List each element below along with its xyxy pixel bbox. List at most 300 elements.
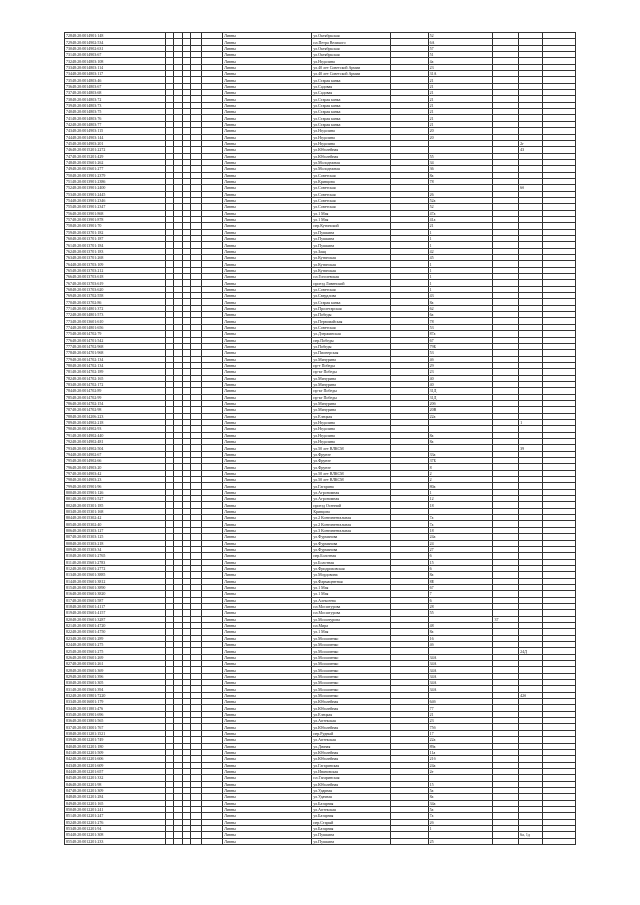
cell-row-number: 750 xyxy=(66,172,72,178)
cell-cadastral-number: 48:20:0014702:99 xyxy=(72,394,102,400)
cell-city: Ливны xyxy=(223,781,312,787)
cell-house-number: 67 xyxy=(428,337,493,343)
cell-cadastral-number: 48:20:0013901:868 xyxy=(72,210,104,216)
cell-cadastral-number: 48:20:0015601:3885 xyxy=(72,572,106,578)
cell-row-number: 802 xyxy=(66,502,72,508)
cell-street: ул.Пушкина xyxy=(312,236,390,242)
cell-city: Ливны xyxy=(223,331,312,337)
cell-row-number: 732 xyxy=(66,58,72,64)
cell-street: ул.1 Мая xyxy=(312,210,390,216)
cell-cadastral-number: 48:20:0014702:172 xyxy=(72,382,104,388)
cell-house-number: 4б xyxy=(428,356,493,362)
cell-cadastral-number: 48:20:0013601:610 xyxy=(72,318,104,324)
cell-city: Ливны xyxy=(223,197,312,203)
cell-house-number: 64б xyxy=(428,699,493,705)
cell-house-number: 55 xyxy=(428,153,493,159)
cell-cadastral-number: 48:20:0014801:656 xyxy=(72,324,104,330)
cell-apartment: 24Д xyxy=(519,648,543,654)
cell-row-number: 803 xyxy=(66,508,72,514)
cell-row-number: 768 xyxy=(66,286,72,292)
cell-city: Ливны xyxy=(223,584,312,590)
cell-row-number: 853 xyxy=(66,826,72,832)
cell-street: ул.Октябрьская xyxy=(312,33,390,39)
cell-street: ул.Садовая xyxy=(312,83,390,89)
cell-street: ул.Мосшпенко xyxy=(312,642,390,648)
property-register-table xyxy=(64,32,576,845)
cell-cadastral-number: 48:20:0013702:86 xyxy=(72,299,102,305)
cell-row-number: 784 xyxy=(66,388,72,394)
cell-street: ул.Недолина xyxy=(312,419,390,425)
cell-cadastral-number: 48:20:0015601:369 xyxy=(72,667,104,673)
cell-street: ул.40 лет Советской Армии xyxy=(312,64,390,70)
cell-row-number: 851 xyxy=(66,813,72,819)
cell-cadastral-number: 48:20:0015601:269 xyxy=(72,654,104,660)
cell-city: Ливны xyxy=(223,96,312,102)
cell-city: Ливны xyxy=(223,77,312,83)
cell-cadastral-number: 48:20:0015601:396 xyxy=(72,673,104,679)
cell-street: ул.Советская xyxy=(312,204,390,210)
cell-street: пр-кт Победы xyxy=(312,369,390,375)
cell-row-number: 745 xyxy=(66,141,72,147)
cell-street: ул.Мосшпенко xyxy=(312,654,390,660)
cell-row-number: 848 xyxy=(66,794,72,800)
cell-house-number: 78 xyxy=(428,318,493,324)
cell-city: Ливны xyxy=(223,483,312,489)
cell-house-number: 52а xyxy=(428,197,493,203)
cell-street: ул.Старая канка xyxy=(312,102,390,108)
cell-city: Ливны xyxy=(223,730,312,736)
cell-house-number: 31Д xyxy=(428,388,493,394)
cell-row-number: 776 xyxy=(66,337,72,343)
cell-street: ул.Юбилейная xyxy=(312,781,390,787)
cell-street: ул.Пролетарская xyxy=(312,305,390,311)
cell-row-number: 828 xyxy=(66,667,72,673)
cell-house-number: 57 xyxy=(428,45,493,51)
cell-city: Ливны xyxy=(223,603,312,609)
cell-city: Ливны xyxy=(223,172,312,178)
cell-row-number: 801 xyxy=(66,496,72,502)
cell-row-number: 757 xyxy=(66,217,72,223)
cell-building xyxy=(493,838,519,844)
cell-street: ул.Мосшпенко xyxy=(312,648,390,654)
cell-house-number: 89а xyxy=(428,743,493,749)
cell-house-number: 1 xyxy=(428,286,493,292)
cell-cadastral-number: 48:20:0014803:75 xyxy=(72,109,102,115)
cell-row-number: 782 xyxy=(66,375,72,381)
cell-row-number: 736 xyxy=(66,83,72,89)
cell-cadastral-number: 48:20:0012201:749 xyxy=(72,737,104,743)
cell-city: Ливны xyxy=(223,191,312,197)
cell-row-number: 747 xyxy=(66,153,72,159)
cell-cadastral-number: 48:20:0015601:2765 xyxy=(72,553,106,559)
cell-city: Ливны xyxy=(223,477,312,483)
cell-cadastral-number: 48:20:0014803:46 xyxy=(72,77,102,83)
cell-row-number: 783 xyxy=(66,382,72,388)
cell-cadastral-number: 48:20:0014902:66 xyxy=(72,458,102,464)
cell-cadastral-number: 48:20:0015801:7220 xyxy=(72,692,106,698)
cell-row-number: 834 xyxy=(66,705,72,711)
cell-city: Ливны xyxy=(223,705,312,711)
cell-house-number: 80а xyxy=(428,483,493,489)
cell-house-number: 34А xyxy=(428,680,493,686)
cell-street: ул.1 Мая xyxy=(312,591,390,597)
cell-street: ул.Старая канка xyxy=(312,115,390,121)
cell-city: Ливны xyxy=(223,64,312,70)
cell-house-number: 28 xyxy=(428,603,493,609)
cell-cadastral-number: 48:20:0014903:144 xyxy=(72,134,104,140)
cell-house-number: 7а xyxy=(428,521,493,527)
cell-apartment: 6а, 1д xyxy=(519,832,543,838)
cell-street: ул.Болотная xyxy=(312,559,390,565)
cell-cadastral-number: 48:20:0014803:117 xyxy=(72,71,104,77)
cell-row-number: 770 xyxy=(66,299,72,305)
cell-city: Ливны xyxy=(223,128,312,134)
cell-row-number: 797 xyxy=(66,470,72,476)
cell-cadastral-number: 48:20:0013703:212 xyxy=(72,267,104,273)
cell-street: ул.Алексеева xyxy=(312,597,390,603)
cell-city: Ливны xyxy=(223,153,312,159)
cell-house-number: 31А xyxy=(428,71,493,77)
cell-city: Ливны xyxy=(223,204,312,210)
cell-cadastral-number: 48:20:0015201:2272 xyxy=(72,147,106,153)
cell-row-number: 795 xyxy=(66,458,72,464)
cell-cadastral-number: 48:20:0013901:2379 xyxy=(72,172,106,178)
cell-row-number: 829 xyxy=(66,673,72,679)
cell-cadastral-number: 48:20:0013901:2445 xyxy=(72,191,106,197)
cell-house-number: 27 xyxy=(428,546,493,552)
cell-cadastral-number: 48:20:0014903:20 xyxy=(72,464,102,470)
cell-row-number: 850 xyxy=(66,807,72,813)
cell-city: Ливны xyxy=(223,210,312,216)
cell-city: Ливны xyxy=(223,369,312,375)
cell-street: ул.Юбилейная xyxy=(312,699,390,705)
cell-row-number: 771 xyxy=(66,305,72,311)
cell-cadastral-number: 48:20:0013901:2347 xyxy=(72,204,106,210)
cell-street: ул.Мосшпенко xyxy=(312,686,390,692)
cell-street: ул.Фурманова xyxy=(312,534,390,540)
cell-row-number: 838 xyxy=(66,730,72,736)
cell-house-number: 15 xyxy=(428,781,493,787)
cell-row-number: 805 xyxy=(66,521,72,527)
cell-city: Ливны xyxy=(223,166,312,172)
cell-cadastral-number: 48:20:0014902:93 xyxy=(72,426,102,432)
cell-row-number: 730 xyxy=(66,45,72,51)
cell-house-number: 7а xyxy=(428,813,493,819)
cell-street: пер.Кутинский xyxy=(312,223,390,229)
cell-house-number: 33а xyxy=(428,451,493,457)
cell-cadastral-number: 48:20:0015601:2783 xyxy=(71,559,106,565)
cell-street: ул.3 Континентальная xyxy=(312,527,390,533)
cell-cadastral-number: 48:20:0012201:233 xyxy=(72,838,104,844)
cell-row-number: 748 xyxy=(66,160,72,166)
cell-street: ул.Старая канка xyxy=(312,299,390,305)
cell-city: Ливны xyxy=(223,426,312,432)
cell-house-number: 1 xyxy=(428,825,493,831)
cell-street: ул.Пушкина xyxy=(312,838,390,844)
cell-row-number: 791 xyxy=(66,432,72,438)
cell-city: Ливны xyxy=(223,261,312,267)
cell-city: Ливны xyxy=(223,407,312,413)
cell-house-number: 21 xyxy=(428,115,493,121)
cell-cadastral-number: 48:20:0015601:394 xyxy=(72,686,104,692)
cell-row-number: 752 xyxy=(66,185,72,191)
cell-house-number: 6 xyxy=(428,553,493,559)
cell-city: Ливны xyxy=(223,489,312,495)
cell-city: Ливны xyxy=(223,635,312,641)
cell-city: Ливны xyxy=(223,838,312,844)
cell-street: ул.Советская xyxy=(312,172,390,178)
cell-cadastral-number: 48:20:0014702:134 xyxy=(72,356,104,362)
cell-house-number: 52 xyxy=(428,33,493,39)
cell-city: Ливны xyxy=(223,597,312,603)
cell-city: Ливны xyxy=(223,90,312,96)
cell-house-number: 78 xyxy=(428,178,493,184)
cell-cadastral-number: 48:20:0014803:68 xyxy=(72,90,102,96)
cell-row-number: 843 xyxy=(66,762,72,768)
cell-house-number: 7 xyxy=(428,591,493,597)
cell-city: Ливны xyxy=(223,515,312,521)
cell-empty xyxy=(182,838,190,844)
cell-cadastral-number: 48:20:0013901:70 xyxy=(72,223,102,229)
cell-cadastral-number: 48:20:0013901:2386 xyxy=(72,179,106,185)
cell-house-number: 20б xyxy=(428,400,493,406)
cell-house-number: 1 xyxy=(428,261,493,267)
cell-cadastral-number: 48:20:0013701:182 xyxy=(72,229,104,235)
cell-row-number: 846 xyxy=(66,781,72,787)
cell-city: Ливны xyxy=(223,350,312,356)
cell-city: Ливны xyxy=(223,255,312,261)
cell-cadastral-number: 48:20:0014803:77 xyxy=(72,121,102,127)
cell-street: ул.Садовая xyxy=(312,90,390,96)
cell-house-number: 4б xyxy=(428,642,493,648)
cell-city: Ливны xyxy=(223,356,312,362)
cell-street: ул.Недолина xyxy=(312,426,390,432)
cell-row-number: 753 xyxy=(66,191,72,197)
cell-empty xyxy=(543,838,576,844)
cell-row-number: 821 xyxy=(66,623,72,629)
cell-cadastral-number: 48:20:0014903:201 xyxy=(72,141,104,147)
cell-street: ул.Недолина xyxy=(312,134,390,140)
cell-cadastral-number: 48:20:0014903:42 xyxy=(72,470,102,476)
cell-city: Ливны xyxy=(223,540,312,546)
cell-row-number: 756 xyxy=(66,210,72,216)
cell-row-number: 855 xyxy=(66,838,72,844)
cell-city: Ливны xyxy=(223,293,312,299)
cell-city: Ливны xyxy=(223,622,312,628)
cell-city: Ливны xyxy=(223,102,312,108)
cell-city: Ливны xyxy=(223,299,312,305)
cell-house-number: 23 xyxy=(428,64,493,70)
cell-row-number: 760 xyxy=(66,236,72,242)
cell-city: Ливны xyxy=(223,445,312,451)
cell-apartment: 6б xyxy=(519,185,543,191)
cell-cadastral-number: 48:20:0015601:587 xyxy=(72,597,104,603)
cell-row-number: 746 xyxy=(66,147,72,153)
cell-cadastral-number: 48:20:0012201:284 xyxy=(72,794,104,800)
cell-street: ул.Елецкая xyxy=(312,711,390,717)
cell-row-number: 787 xyxy=(66,407,72,413)
cell-city: Ливны xyxy=(223,439,312,445)
cell-street: ул.Мосшпенко xyxy=(312,692,390,698)
cell-cadastral-number: 48:20:0015901:126 xyxy=(72,489,104,495)
cell-street: ул.Мосшпенко xyxy=(312,667,390,673)
cell-house-number: 48 xyxy=(428,622,493,628)
cell-cadastral-number: 48:20:0014903:23 xyxy=(72,477,102,483)
cell-cadastral-number: 48:20:0014701:968 xyxy=(72,350,104,356)
cell-cadastral-number: 48:20:0015601:3812 xyxy=(72,578,106,584)
cell-city: Ливны xyxy=(223,806,312,812)
cell-street: ул.Мосшпенко xyxy=(312,673,390,679)
cell-street: ул.Свердлова xyxy=(312,293,390,299)
cell-row-number: 813 xyxy=(66,572,72,578)
cell-street: ул.Победы xyxy=(312,343,390,349)
cell-city: Ливны xyxy=(223,375,312,381)
cell-house-number: 23 xyxy=(428,718,493,724)
cell-cadastral-number: 48:20:0012201:94 xyxy=(72,826,102,832)
cell-street: ул.Юбилейная xyxy=(312,147,390,153)
cell-cadastral-number: 48:20:0013703:620 xyxy=(72,286,104,292)
cell-cadastral-number: 48:20:0014702:189 xyxy=(72,369,104,375)
cell-row-number: 786 xyxy=(66,401,72,407)
cell-city: Ливны xyxy=(223,451,312,457)
cell-cadastral-number: 48:20:0014803:108 xyxy=(72,58,104,64)
cell-street: ул.Агрономная xyxy=(312,489,390,495)
cell-row-number: 758 xyxy=(66,223,72,229)
cell-house-number: 25 xyxy=(428,838,493,844)
cell-row-number: 796 xyxy=(66,464,72,470)
cell-city: Ливны xyxy=(223,832,312,838)
cell-city: Ливны xyxy=(223,400,312,406)
cell-city: Ливны xyxy=(223,242,312,248)
cell-row-number: 790 xyxy=(66,426,72,432)
cell-cadastral-number: 48:20:0015303:34 xyxy=(72,547,102,553)
cell-city: Ливны xyxy=(223,58,312,64)
cell-cadastral-number: 48:20:0011801:476 xyxy=(72,705,104,711)
cell-house-number: 31Д xyxy=(428,394,493,400)
cell-house-number: 1 xyxy=(428,229,493,235)
cell-house-number: 24а xyxy=(428,762,493,768)
cell-house-number: 34А xyxy=(428,673,493,679)
cell-row-number: 761 xyxy=(66,242,72,248)
cell-cadastral-number: 48:20:0015601:275 xyxy=(72,648,104,654)
cell-street: ул.Кутинская xyxy=(312,267,390,273)
cell-cadastral-number: 48:20:0015303:125 xyxy=(72,534,104,540)
cell-cadastral-number: 48:20:0013701:187 xyxy=(72,236,104,242)
cell-empty xyxy=(166,838,174,844)
cell-city: Ливны xyxy=(223,432,312,438)
cell-street: ул.Недолина xyxy=(312,128,390,134)
cell-street: ул.Первомайская xyxy=(312,318,390,324)
cell-city: Ливны xyxy=(223,749,312,755)
cell-street: ул.Ударная xyxy=(312,787,390,793)
cell-house-number: 4а xyxy=(428,58,493,64)
cell-city: Ливны xyxy=(223,274,312,280)
cell-house-number: 22а xyxy=(428,737,493,743)
cell-street: ул.Мосшпенко xyxy=(312,661,390,667)
cell-row-number: 840 xyxy=(66,743,72,749)
cell-house-number: 21 xyxy=(428,109,493,115)
cell-street: ул.Юбилейная xyxy=(312,749,390,755)
cell-cadastral-number: 48:20:0015303:218 xyxy=(72,540,104,546)
cell-street: ул.Кутинская xyxy=(312,255,390,261)
cell-city: Ливны xyxy=(223,775,312,781)
cell-street: ул.Пушкина xyxy=(312,832,390,838)
cell-street: пл.Мосштурова xyxy=(312,603,390,609)
cell-row-number: 743 xyxy=(66,128,72,134)
cell-row-number: 762 xyxy=(66,248,72,254)
cell-street: ул.Октябрьская xyxy=(312,52,390,58)
cell-row-number: 737 xyxy=(66,90,72,96)
cell-row-number: 775 xyxy=(66,331,72,337)
cell-street: ул.Аптекская xyxy=(312,737,390,743)
cell-number-cadastral xyxy=(65,838,166,844)
cell-cadastral-number: 48:20:0012201:276 xyxy=(72,819,104,825)
cell-row-number: 773 xyxy=(66,318,72,324)
cell-street: ул.Октябрьская xyxy=(312,45,390,51)
cell-cadastral-number: 48:20:0012201:308 xyxy=(72,832,104,838)
cell-city: Ливны xyxy=(223,248,312,254)
cell-cadastral-number: 48:20:0014901:148 xyxy=(72,33,104,39)
cell-house-number: 75б xyxy=(428,724,493,730)
cell-street: ул.Недолина xyxy=(312,140,390,146)
cell-row-number: 766 xyxy=(66,274,72,280)
cell-city: Ливны xyxy=(223,33,312,39)
cell-house-number: 6 xyxy=(428,597,493,603)
cell-cadastral-number: 48:20:0014803:114 xyxy=(72,64,104,70)
cell-house-number: 21 xyxy=(428,223,493,229)
cell-house-number: 1 xyxy=(428,267,493,273)
cell-empty xyxy=(390,838,428,844)
cell-city: Ливны xyxy=(223,718,312,724)
cell-city: Ливны xyxy=(223,502,312,508)
cell-cadastral-number: 48:20:0014903:115 xyxy=(72,128,104,134)
cell-street: ул.Ивановская xyxy=(312,768,390,774)
cell-street: ул.Гагаринская xyxy=(312,762,390,768)
cell-street: пер.Старый xyxy=(312,819,390,825)
cell-house-number: 8а xyxy=(428,572,493,578)
cell-city: Ливны xyxy=(223,756,312,762)
cell-row-number: 819 xyxy=(66,610,72,616)
cell-street: ул.Кутинская xyxy=(312,261,390,267)
cell-house-number: 8а xyxy=(428,629,493,635)
cell-house-number: 55 xyxy=(428,610,493,616)
register-sheet xyxy=(64,32,576,845)
cell-city: Ливны xyxy=(223,419,312,425)
cell-city: Ливны xyxy=(223,565,312,571)
cell-street: ул.Мичурина xyxy=(312,400,390,406)
table-row xyxy=(65,838,576,844)
cell-city: Ливны xyxy=(223,686,312,692)
cell-street: пер.Рудный xyxy=(312,730,390,736)
cell-street: ул.Фурманова xyxy=(312,546,390,552)
cell-cadastral-number: 48:20:0013701:268 xyxy=(72,255,104,261)
cell-street: пер.Победы xyxy=(312,337,390,343)
cell-house-number: 42 xyxy=(428,248,493,254)
cell-street: ул.Старая канка xyxy=(312,121,390,127)
cell-street: ул.Аптекская xyxy=(312,806,390,812)
cell-row-number: 818 xyxy=(66,604,72,610)
cell-row-number: 812 xyxy=(66,566,72,572)
cell-street: пр-т Победы xyxy=(312,362,390,368)
cell-cadastral-number: 48:20:0013901:2346 xyxy=(72,198,106,204)
cell-street: ул.Кривцова xyxy=(312,178,390,184)
cell-city: Ливны xyxy=(223,508,312,514)
cell-house-number: 1 xyxy=(428,236,493,242)
cell-row-number: 814 xyxy=(66,578,72,584)
cell-cadastral-number: 48:20:0014902:504 xyxy=(72,445,104,451)
cell-street: ул.Старая канка xyxy=(312,109,390,115)
cell-city: Ливны xyxy=(223,134,312,140)
